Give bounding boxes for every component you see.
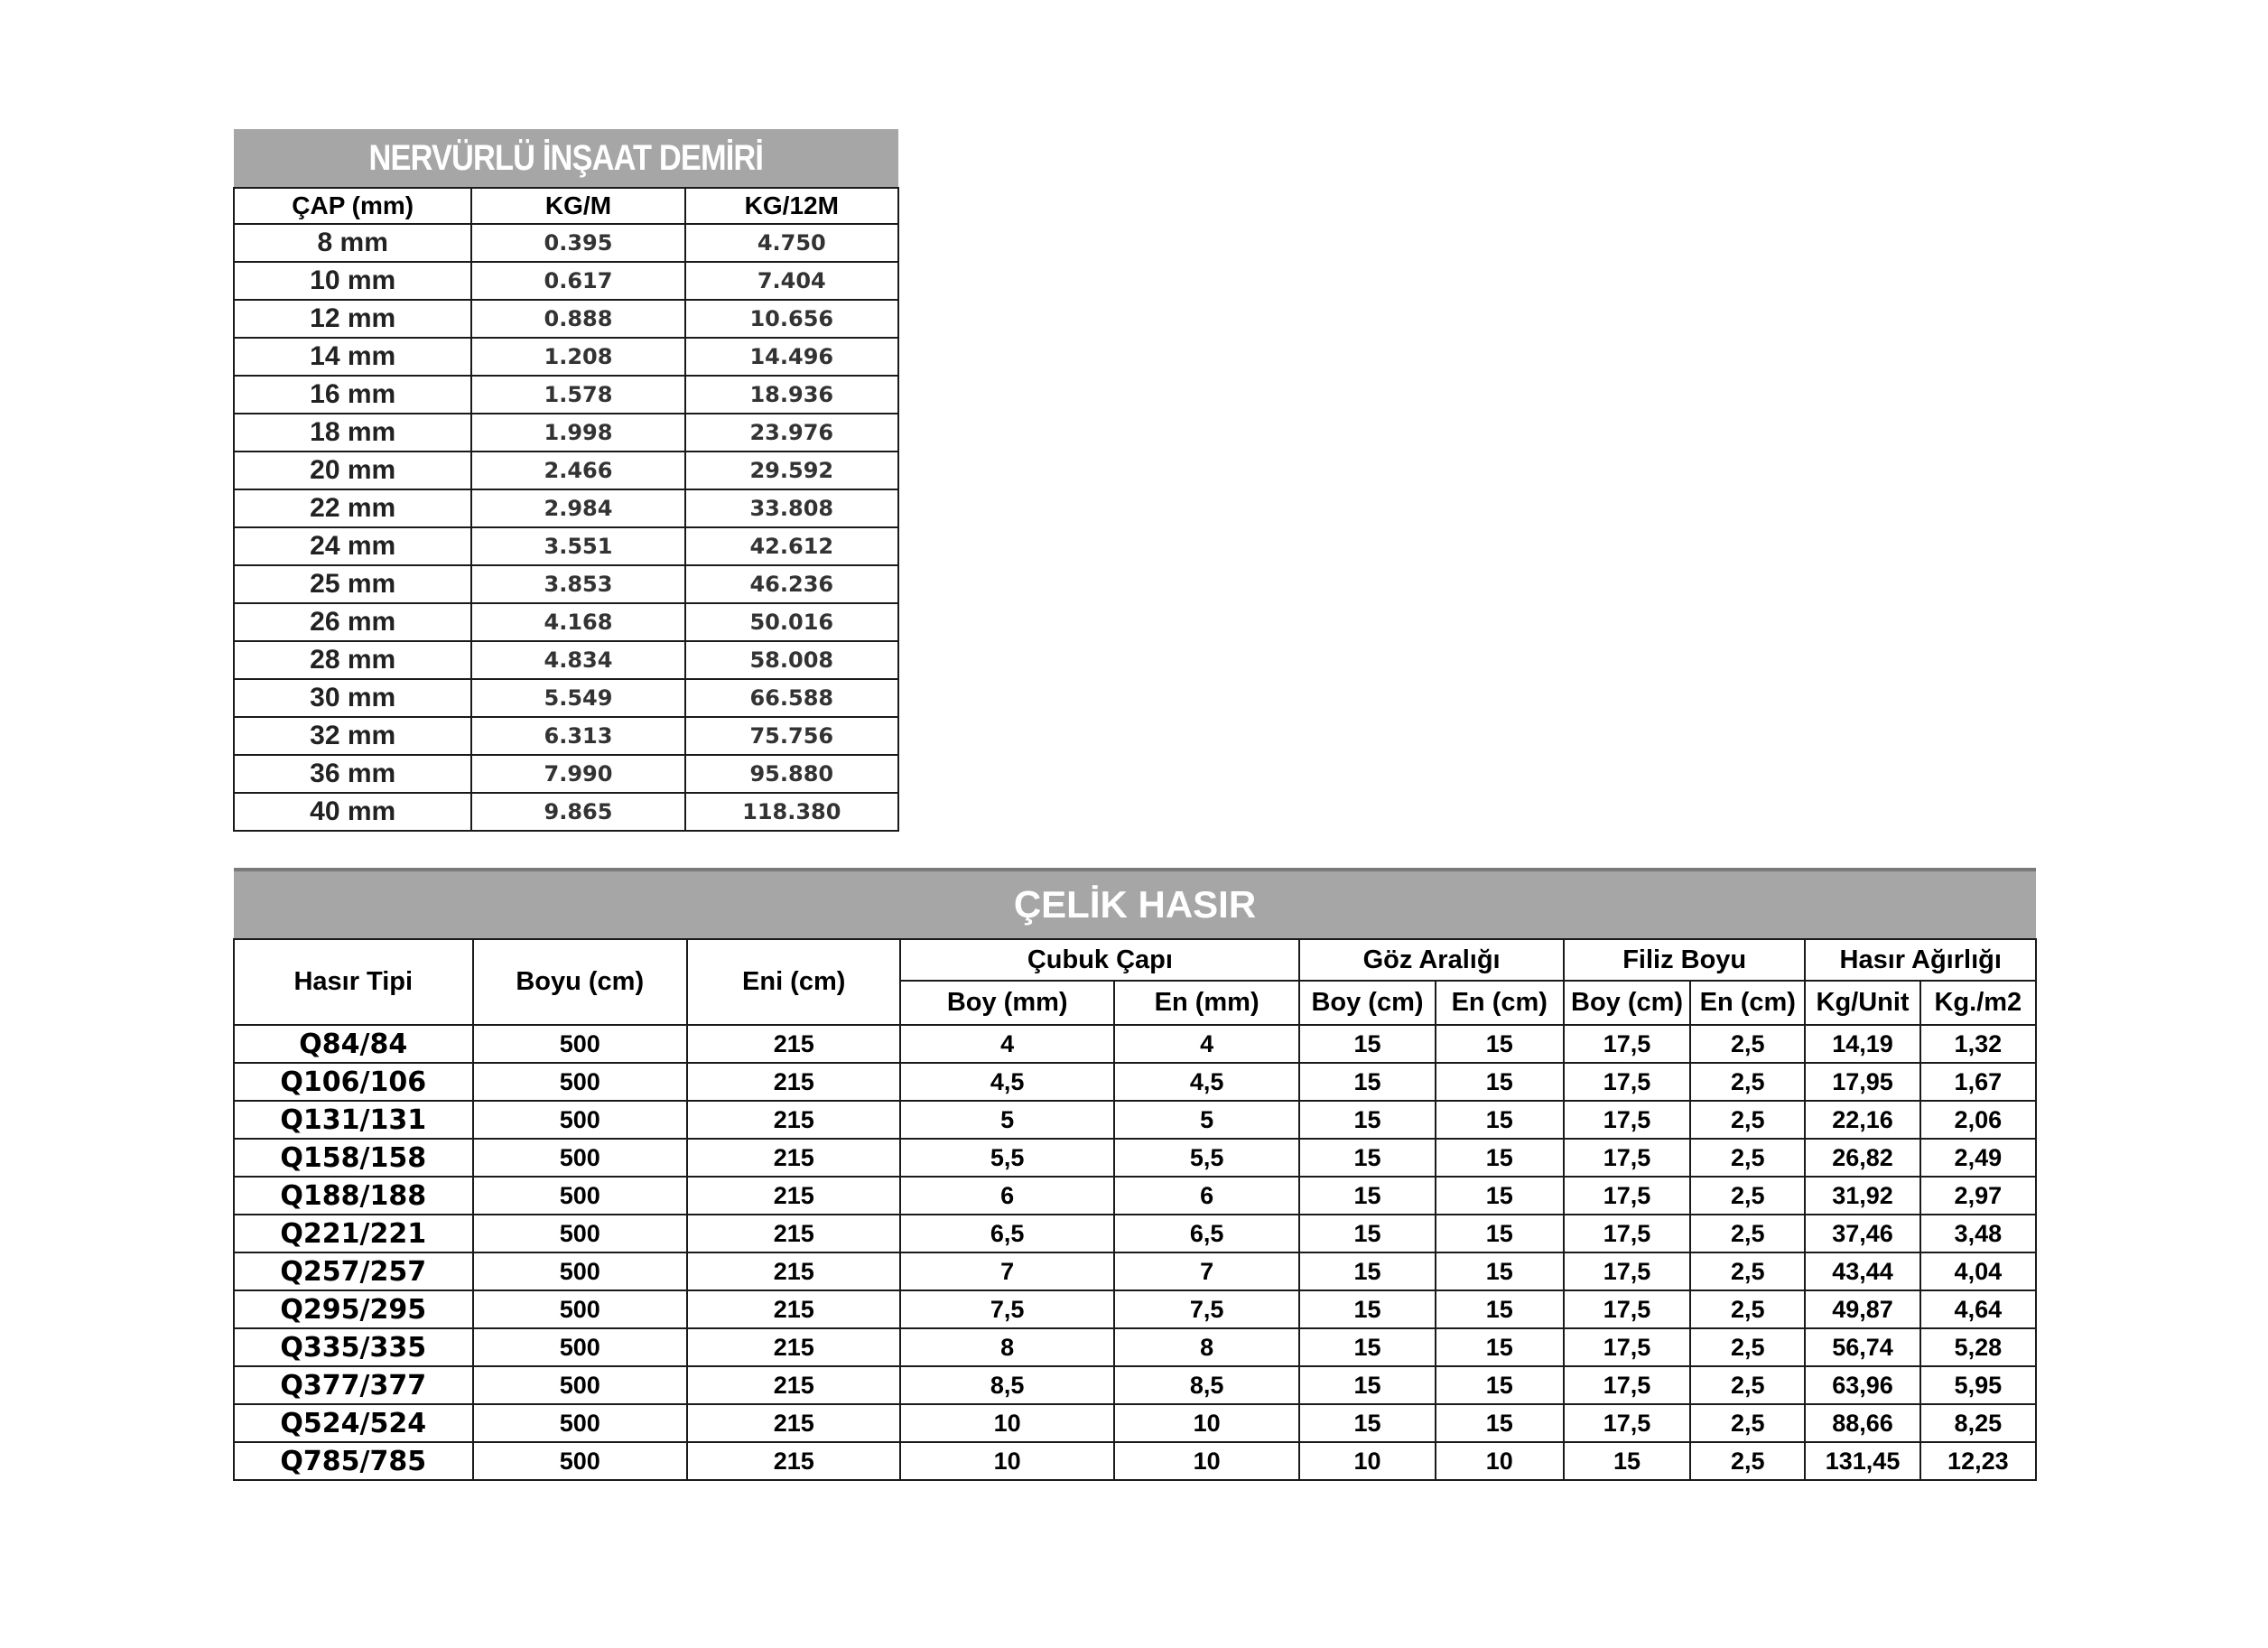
table-row xyxy=(234,641,898,679)
value-cell: 5.549 xyxy=(471,679,684,717)
table-row xyxy=(234,565,898,603)
mesh-type-cell: Q188/188 xyxy=(234,1177,473,1215)
mesh-type-cell: Q84/84 xyxy=(234,1025,473,1063)
table-row xyxy=(234,1025,2036,1063)
value-cell: 2,5 xyxy=(1690,1404,1805,1442)
value-cell: 6 xyxy=(1114,1177,1299,1215)
value-cell: 500 xyxy=(473,1139,687,1177)
value-cell: 15 xyxy=(1436,1101,1564,1139)
value-cell: 8,25 xyxy=(1920,1404,2036,1442)
value-cell: 17,5 xyxy=(1564,1252,1690,1290)
table-row xyxy=(234,1328,2036,1366)
value-cell: 17,5 xyxy=(1564,1290,1690,1328)
value-cell: 31,92 xyxy=(1805,1177,1919,1215)
value-cell: 2.984 xyxy=(471,489,684,527)
mesh-type-cell: Q785/785 xyxy=(234,1442,473,1480)
value-cell: 5,95 xyxy=(1920,1366,2036,1404)
table-row xyxy=(234,489,898,527)
value-cell: 15 xyxy=(1436,1025,1564,1063)
value-cell: 8 xyxy=(900,1328,1113,1366)
value-cell: 42.612 xyxy=(685,527,898,565)
value-cell: 10 xyxy=(1436,1442,1564,1480)
diameter-cell: 18 mm xyxy=(234,414,471,452)
value-cell: 15 xyxy=(1436,1215,1564,1252)
table-row xyxy=(234,262,898,300)
table-row xyxy=(234,1215,2036,1252)
value-cell: 2,5 xyxy=(1690,1252,1805,1290)
value-cell: 4,5 xyxy=(1114,1063,1299,1101)
value-cell: 215 xyxy=(687,1442,900,1480)
value-cell: 4 xyxy=(900,1025,1113,1063)
value-cell: 7.990 xyxy=(471,755,684,793)
value-cell: 46.236 xyxy=(685,565,898,603)
value-cell: 10.656 xyxy=(685,300,898,338)
value-cell: 15 xyxy=(1299,1252,1435,1290)
value-cell: 15 xyxy=(1299,1025,1435,1063)
value-cell: 500 xyxy=(473,1404,687,1442)
value-cell: 17,5 xyxy=(1564,1404,1690,1442)
diameter-cell: 36 mm xyxy=(234,755,471,793)
value-cell: 15 xyxy=(1436,1177,1564,1215)
header-overhang: Filiz Boyu xyxy=(1564,939,1806,981)
value-cell: 5 xyxy=(1114,1101,1299,1139)
table-row xyxy=(234,793,898,831)
value-cell: 2,5 xyxy=(1690,1177,1805,1215)
value-cell: 2,5 xyxy=(1690,1025,1805,1063)
value-cell: 17,5 xyxy=(1564,1139,1690,1177)
value-cell: 15 xyxy=(1436,1139,1564,1177)
value-cell: 2,49 xyxy=(1920,1139,2036,1177)
header-width: Eni (cm) xyxy=(687,939,900,1025)
mesh-type-cell: Q158/158 xyxy=(234,1139,473,1177)
value-cell: 1.998 xyxy=(471,414,684,452)
table-row xyxy=(234,755,898,793)
value-cell: 15 xyxy=(1436,1328,1564,1366)
mesh-type-cell: Q131/131 xyxy=(234,1101,473,1139)
value-cell: 10 xyxy=(900,1404,1113,1442)
table-row xyxy=(234,1404,2036,1442)
value-cell: 17,5 xyxy=(1564,1328,1690,1366)
value-cell: 2,5 xyxy=(1690,1215,1805,1252)
value-cell: 4,5 xyxy=(900,1063,1113,1101)
value-cell: 17,5 xyxy=(1564,1366,1690,1404)
value-cell: 215 xyxy=(687,1139,900,1177)
table-row xyxy=(234,527,898,565)
value-cell: 22,16 xyxy=(1805,1101,1919,1139)
value-cell: 2,5 xyxy=(1690,1442,1805,1480)
table-row xyxy=(234,414,898,452)
value-cell: 10 xyxy=(1114,1404,1299,1442)
value-cell: 0.395 xyxy=(471,224,684,262)
value-cell: 7,5 xyxy=(900,1290,1113,1328)
sub-header: En (mm) xyxy=(1114,981,1299,1025)
rebar-table-header xyxy=(234,188,898,224)
value-cell: 75.756 xyxy=(685,717,898,755)
value-cell: 4.750 xyxy=(685,224,898,262)
value-cell: 10 xyxy=(1114,1442,1299,1480)
diameter-cell: 16 mm xyxy=(234,376,471,414)
value-cell: 500 xyxy=(473,1328,687,1366)
value-cell: 500 xyxy=(473,1290,687,1328)
value-cell: 15 xyxy=(1299,1177,1435,1215)
table-row xyxy=(234,679,898,717)
table-row xyxy=(234,1290,2036,1328)
value-cell: 500 xyxy=(473,1177,687,1215)
value-cell: 33.808 xyxy=(685,489,898,527)
value-cell: 2.466 xyxy=(471,452,684,489)
value-cell: 18.936 xyxy=(685,376,898,414)
value-cell: 29.592 xyxy=(685,452,898,489)
value-cell: 7 xyxy=(900,1252,1113,1290)
value-cell: 56,74 xyxy=(1805,1328,1919,1366)
header-mesh-type: Hasır Tipi xyxy=(234,939,473,1025)
value-cell: 8 xyxy=(1114,1328,1299,1366)
rebar-table-title: NERVÜRLÜ İNŞAAT DEMİRİ xyxy=(234,129,898,188)
value-cell: 15 xyxy=(1564,1442,1690,1480)
table-row xyxy=(234,1442,2036,1480)
value-cell: 88,66 xyxy=(1805,1404,1919,1442)
header-diameter: ÇAP (mm) xyxy=(234,188,471,224)
mesh-type-cell: Q257/257 xyxy=(234,1252,473,1290)
mesh-type-cell: Q377/377 xyxy=(234,1366,473,1404)
rebar-table xyxy=(233,129,899,832)
value-cell: 43,44 xyxy=(1805,1252,1919,1290)
sub-header: Boy (cm) xyxy=(1564,981,1690,1025)
diameter-cell: 26 mm xyxy=(234,603,471,641)
table-row xyxy=(234,452,898,489)
mesh-table-header-top xyxy=(234,939,2036,981)
value-cell: 15 xyxy=(1436,1404,1564,1442)
value-cell: 10 xyxy=(1299,1442,1435,1480)
value-cell: 2,06 xyxy=(1920,1101,2036,1139)
value-cell: 17,5 xyxy=(1564,1101,1690,1139)
value-cell: 6,5 xyxy=(1114,1215,1299,1252)
header-weight: Hasır Ağırlığı xyxy=(1805,939,2036,981)
table-row xyxy=(234,1139,2036,1177)
table-row xyxy=(234,300,898,338)
table-row xyxy=(234,1252,2036,1290)
value-cell: 215 xyxy=(687,1177,900,1215)
value-cell: 500 xyxy=(473,1101,687,1139)
value-cell: 7 xyxy=(1114,1252,1299,1290)
value-cell: 5,5 xyxy=(1114,1139,1299,1177)
value-cell: 15 xyxy=(1299,1328,1435,1366)
value-cell: 1,67 xyxy=(1920,1063,2036,1101)
mesh-type-cell: Q524/524 xyxy=(234,1404,473,1442)
value-cell: 7.404 xyxy=(685,262,898,300)
value-cell: 8,5 xyxy=(1114,1366,1299,1404)
value-cell: 15 xyxy=(1436,1290,1564,1328)
value-cell: 66.588 xyxy=(685,679,898,717)
value-cell: 63,96 xyxy=(1805,1366,1919,1404)
diameter-cell: 32 mm xyxy=(234,717,471,755)
value-cell: 17,5 xyxy=(1564,1215,1690,1252)
value-cell: 2,5 xyxy=(1690,1139,1805,1177)
sub-header: Kg./m2 xyxy=(1920,981,2036,1025)
diameter-cell: 25 mm xyxy=(234,565,471,603)
value-cell: 14,19 xyxy=(1805,1025,1919,1063)
diameter-cell: 14 mm xyxy=(234,338,471,376)
table-row xyxy=(234,338,898,376)
value-cell: 2,97 xyxy=(1920,1177,2036,1215)
value-cell: 4,64 xyxy=(1920,1290,2036,1328)
table-row xyxy=(234,717,898,755)
value-cell: 15 xyxy=(1436,1366,1564,1404)
header-kg-per-12m: KG/12M xyxy=(685,188,898,224)
sub-header: En (cm) xyxy=(1436,981,1564,1025)
sub-header: Kg/Unit xyxy=(1805,981,1919,1025)
value-cell: 6.313 xyxy=(471,717,684,755)
table-row xyxy=(234,376,898,414)
mesh-table-title: ÇELİK HASIR xyxy=(234,870,2036,939)
value-cell: 17,5 xyxy=(1564,1063,1690,1101)
value-cell: 500 xyxy=(473,1252,687,1290)
value-cell: 0.617 xyxy=(471,262,684,300)
value-cell: 215 xyxy=(687,1101,900,1139)
value-cell: 3.853 xyxy=(471,565,684,603)
value-cell: 5,28 xyxy=(1920,1328,2036,1366)
mesh-type-cell: Q295/295 xyxy=(234,1290,473,1328)
value-cell: 15 xyxy=(1299,1404,1435,1442)
sub-header: Boy (mm) xyxy=(900,981,1113,1025)
value-cell: 118.380 xyxy=(685,793,898,831)
value-cell: 1.578 xyxy=(471,376,684,414)
table-row xyxy=(234,603,898,641)
value-cell: 0.888 xyxy=(471,300,684,338)
diameter-cell: 10 mm xyxy=(234,262,471,300)
value-cell: 15 xyxy=(1436,1252,1564,1290)
value-cell: 215 xyxy=(687,1215,900,1252)
value-cell: 215 xyxy=(687,1366,900,1404)
value-cell: 7,5 xyxy=(1114,1290,1299,1328)
table-row xyxy=(234,1101,2036,1139)
diameter-cell: 12 mm xyxy=(234,300,471,338)
header-bar-diameter: Çubuk Çapı xyxy=(900,939,1299,981)
diameter-cell: 40 mm xyxy=(234,793,471,831)
value-cell: 215 xyxy=(687,1404,900,1442)
header-mesh-spacing: Göz Aralığı xyxy=(1299,939,1564,981)
value-cell: 10 xyxy=(900,1442,1113,1480)
header-length: Boyu (cm) xyxy=(473,939,687,1025)
value-cell: 500 xyxy=(473,1025,687,1063)
mesh-type-cell: Q106/106 xyxy=(234,1063,473,1101)
diameter-cell: 28 mm xyxy=(234,641,471,679)
diameter-cell: 8 mm xyxy=(234,224,471,262)
value-cell: 8,5 xyxy=(900,1366,1113,1404)
value-cell: 50.016 xyxy=(685,603,898,641)
diameter-cell: 24 mm xyxy=(234,527,471,565)
value-cell: 49,87 xyxy=(1805,1290,1919,1328)
value-cell: 215 xyxy=(687,1252,900,1290)
header-kg-per-m: KG/M xyxy=(471,188,684,224)
value-cell: 95.880 xyxy=(685,755,898,793)
value-cell: 2,5 xyxy=(1690,1366,1805,1404)
diameter-cell: 30 mm xyxy=(234,679,471,717)
sub-header: Boy (cm) xyxy=(1299,981,1435,1025)
value-cell: 6 xyxy=(900,1177,1113,1215)
value-cell: 4 xyxy=(1114,1025,1299,1063)
value-cell: 15 xyxy=(1299,1215,1435,1252)
mesh-type-cell: Q335/335 xyxy=(234,1328,473,1366)
value-cell: 15 xyxy=(1299,1101,1435,1139)
value-cell: 26,82 xyxy=(1805,1139,1919,1177)
sub-header: En (cm) xyxy=(1690,981,1805,1025)
value-cell: 4,04 xyxy=(1920,1252,2036,1290)
value-cell: 215 xyxy=(687,1328,900,1366)
value-cell: 15 xyxy=(1299,1290,1435,1328)
value-cell: 2,5 xyxy=(1690,1063,1805,1101)
value-cell: 1.208 xyxy=(471,338,684,376)
value-cell: 15 xyxy=(1299,1063,1435,1101)
mesh-type-cell: Q221/221 xyxy=(234,1215,473,1252)
value-cell: 4.834 xyxy=(471,641,684,679)
value-cell: 2,5 xyxy=(1690,1328,1805,1366)
value-cell: 14.496 xyxy=(685,338,898,376)
value-cell: 17,5 xyxy=(1564,1025,1690,1063)
value-cell: 17,95 xyxy=(1805,1063,1919,1101)
value-cell: 12,23 xyxy=(1920,1442,2036,1480)
table-row xyxy=(234,1366,2036,1404)
value-cell: 5,5 xyxy=(900,1139,1113,1177)
value-cell: 37,46 xyxy=(1805,1215,1919,1252)
value-cell: 2,5 xyxy=(1690,1290,1805,1328)
value-cell: 1,32 xyxy=(1920,1025,2036,1063)
value-cell: 2,5 xyxy=(1690,1101,1805,1139)
value-cell: 6,5 xyxy=(900,1215,1113,1252)
value-cell: 3.551 xyxy=(471,527,684,565)
value-cell: 15 xyxy=(1299,1139,1435,1177)
table-row xyxy=(234,224,898,262)
value-cell: 500 xyxy=(473,1366,687,1404)
value-cell: 500 xyxy=(473,1063,687,1101)
diameter-cell: 20 mm xyxy=(234,452,471,489)
value-cell: 17,5 xyxy=(1564,1177,1690,1215)
value-cell: 500 xyxy=(473,1442,687,1480)
value-cell: 500 xyxy=(473,1215,687,1252)
value-cell: 215 xyxy=(687,1063,900,1101)
table-row xyxy=(234,1063,2036,1101)
diameter-cell: 22 mm xyxy=(234,489,471,527)
table-row xyxy=(234,1177,2036,1215)
value-cell: 131,45 xyxy=(1805,1442,1919,1480)
value-cell: 9.865 xyxy=(471,793,684,831)
value-cell: 3,48 xyxy=(1920,1215,2036,1252)
value-cell: 4.168 xyxy=(471,603,684,641)
value-cell: 23.976 xyxy=(685,414,898,452)
value-cell: 15 xyxy=(1299,1366,1435,1404)
value-cell: 215 xyxy=(687,1025,900,1063)
value-cell: 15 xyxy=(1436,1063,1564,1101)
value-cell: 5 xyxy=(900,1101,1113,1139)
mesh-table xyxy=(233,868,2037,1481)
value-cell: 215 xyxy=(687,1290,900,1328)
value-cell: 58.008 xyxy=(685,641,898,679)
